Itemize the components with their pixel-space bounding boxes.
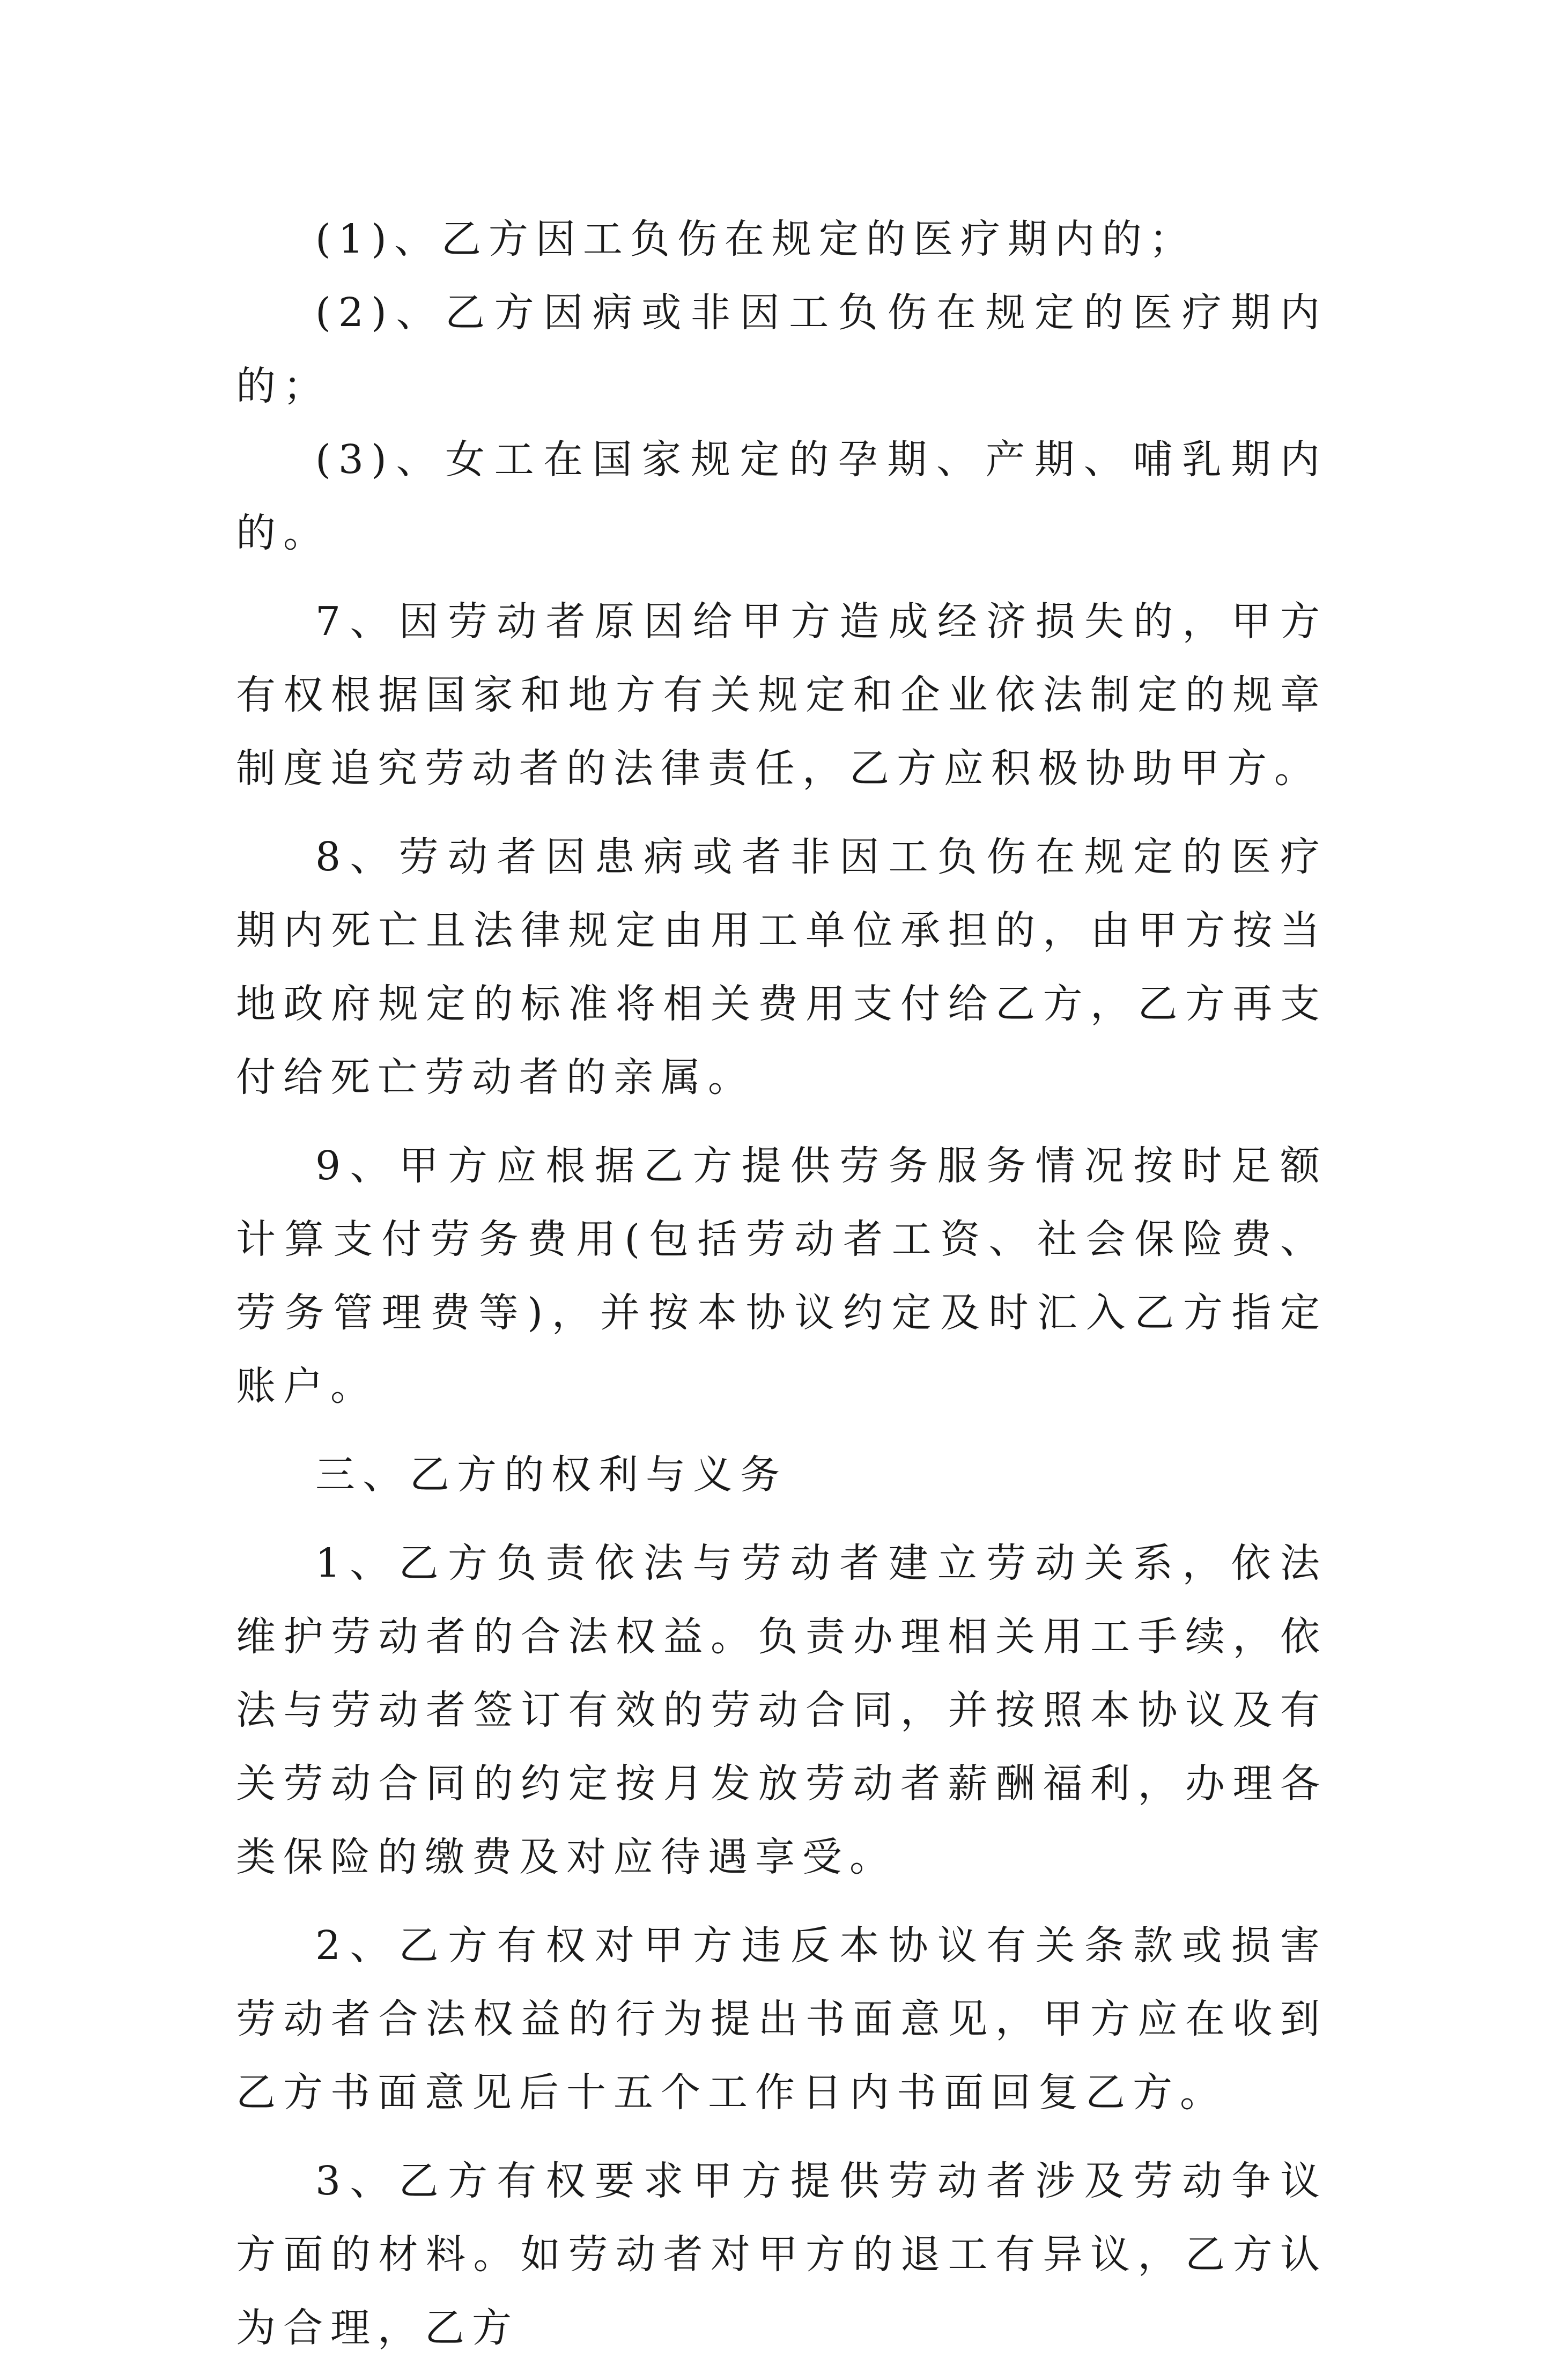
party-b-clause-3-paragraph: 3、乙方有权要求甲方提供劳动者涉及劳动争议方面的材料。如劳动者对甲方的退工有异议，乙方认为合理，乙方 <box>236 2158 1327 2351</box>
clause-8-paragraph: 8、劳动者因患病或者非因工负伤在规定的医疗期内死亡且法律规定由用工单位承担的，由甲方按当地政府规定的标准将相关费用支付给乙方，乙方再支付给死亡劳动者的亲属。 <box>236 834 1327 1100</box>
clause-item-1: (1)、乙方因工负伤在规定的医疗期内的； <box>315 216 1196 262</box>
clause-item-3: (3)、女工在国家规定的孕期、产期、哺乳期内的。 <box>236 437 1327 556</box>
document-body <box>236 203 1327 2380</box>
clause-9-paragraph: 9、甲方应根据乙方提供劳务服务情况按时足额计算支付劳务费用(包括劳动者工资、社会保险费、劳务管理费等)，并按本协议约定及时汇入乙方指定账户。 <box>236 1143 1327 1409</box>
section-heading-party-b-rights: 三、乙方的权利与义务 <box>315 1452 787 1498</box>
party-b-clause-2-paragraph: 2、乙方有权对甲方违反本协议有关条款或损害劳动者合法权益的行为提出书面意见，甲方应在收到乙方书面意见后十五个工作日内书面回复乙方。 <box>236 1923 1327 2116</box>
clause-item-2: (2)、乙方因病或非因工负伤在规定的医疗期内的； <box>236 290 1327 409</box>
clause-7-paragraph: 7、因劳动者原因给甲方造成经济损失的，甲方有权根据国家和地方有关规定和企业依法制定的规章制度追究劳动者的法律责任，乙方应积极协助甲方。 <box>236 598 1327 792</box>
party-b-clause-1-paragraph: 1、乙方负责依法与劳动者建立劳动关系，依法维护劳动者的合法权益。负责办理相关用工手续，依法与劳动者签订有效的劳动合同，并按照本协议及有关劳动合同的约定按月发放劳动者薪酬福利，办理各类保险的缴费及对应待遇享受。 <box>236 1540 1327 1880</box>
